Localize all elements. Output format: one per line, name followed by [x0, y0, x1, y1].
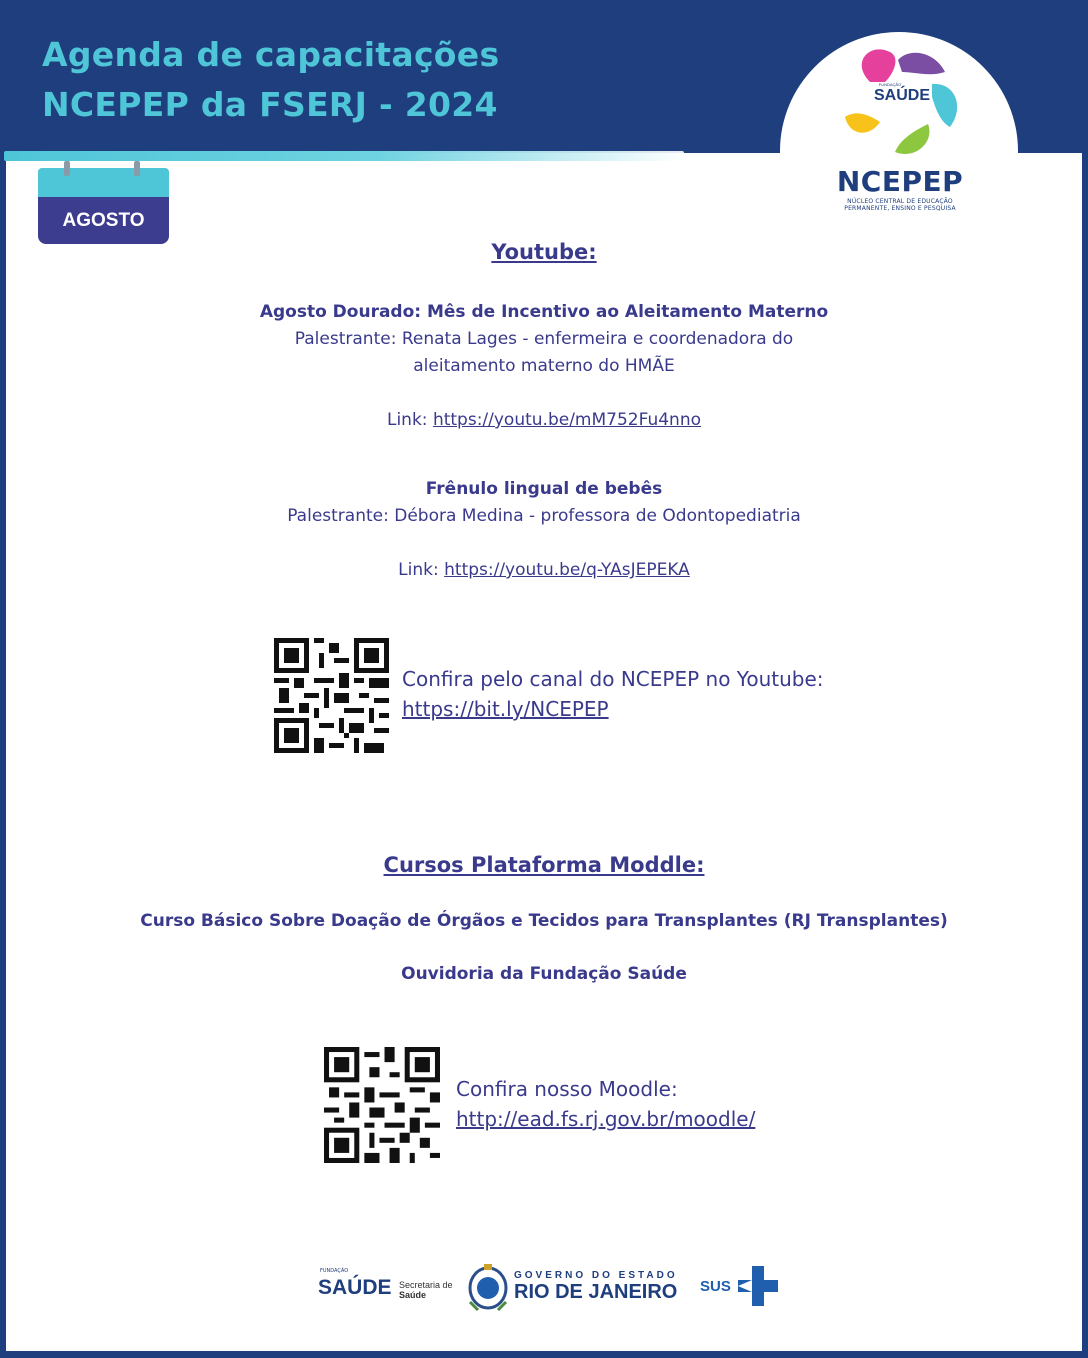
- header-title-line1: Agenda de capacitações: [42, 35, 500, 74]
- talk1-link-row: [0, 407, 1088, 434]
- youtube-channel-link[interactable]: https://bit.ly/NCEPEP: [402, 697, 609, 721]
- moodle-heading: Cursos Plataforma Moddle:: [383, 853, 705, 877]
- calendar-badge: [38, 168, 169, 244]
- talk1-title: Agosto Dourado: Mês de Incentivo ao Aleitamento Materno: [259, 302, 829, 322]
- talk2-link-label: Link:: [398, 560, 445, 580]
- footer-governo-do-estado: GOVERNO DO ESTADO: [514, 1270, 678, 1281]
- logo-subtitle-line1: NÚCLEO CENTRAL DE EDUCAÇÃO: [847, 198, 953, 205]
- talk1-link[interactable]: https://youtu.be/mM752Fu4nno: [432, 410, 701, 430]
- footer-fundacao-text: FUNDAÇÃO: [320, 1268, 349, 1274]
- moodle-qr-caption: [456, 1074, 755, 1134]
- calendar-ring-right: [134, 161, 140, 176]
- talk2-link-row: [0, 557, 1088, 584]
- youtube-heading: Youtube:: [491, 240, 597, 264]
- youtube-qr-caption: [402, 664, 824, 724]
- calendar-month: AGOSTO: [38, 197, 169, 244]
- header-title-line2: NCEPEP da FSERJ - 2024: [42, 85, 498, 124]
- talk1-speaker-line1: Palestrante: Renata Lages - enfermeira e coordenadora do: [294, 329, 794, 349]
- calendar-top: [38, 168, 169, 197]
- footer-secretaria: [399, 1280, 453, 1300]
- moodle-qr-text: Confira nosso Moodle:: [456, 1077, 678, 1101]
- moodle-link[interactable]: http://ead.fs.rj.gov.br/moodle/: [456, 1107, 756, 1131]
- youtube-qr-code[interactable]: [274, 638, 389, 753]
- talk1-link-label: Link:: [386, 410, 433, 430]
- moodle-course-organ-donation: Curso Básico Sobre Doação de Órgãos e Tecidos para Transplantes (RJ Transplantes): [140, 911, 948, 931]
- sus-cross-icon: [738, 1266, 778, 1306]
- footer-secretaria-line2: Saúde: [399, 1290, 427, 1300]
- accent-gradient-bar: [4, 151, 684, 161]
- header-title: [42, 30, 499, 130]
- talk2-title: Frênulo lingual de bebês: [425, 479, 663, 499]
- moodle-qr-code[interactable]: [324, 1047, 440, 1163]
- rio-de-janeiro-coat-of-arms-icon: [466, 1262, 510, 1312]
- footer-secretaria-line1: Secretaria de: [399, 1280, 453, 1290]
- fundacao-saude-flower-icon: [840, 42, 962, 164]
- talk2-link[interactable]: https://youtu.be/q-YAsJEPEKA: [444, 560, 690, 580]
- logo-brand: SAÚDE: [873, 87, 931, 104]
- talk2-speaker-line1: Palestrante: Débora Medina - professora de Odontopediatria: [287, 506, 801, 526]
- calendar-ring-left: [64, 161, 70, 176]
- logo-brand-small: FUNDAÇÃO: [878, 82, 902, 87]
- moodle-course-ouvidoria: Ouvidoria da Fundação Saúde: [401, 964, 687, 984]
- logo-ncepep: NCEPEP: [836, 165, 964, 198]
- talk1-speaker-line2: aleitamento materno do HMÃE: [413, 356, 675, 376]
- logo-subtitle: [822, 198, 978, 212]
- footer-rio-de-janeiro: RIO DE JANEIRO: [514, 1281, 678, 1303]
- footer-sus-logo: SUS: [700, 1278, 731, 1295]
- youtube-qr-text: Confira pelo canal do NCEPEP no Youtube:: [402, 667, 824, 691]
- footer-saude-logo: SAÚDE: [318, 1276, 392, 1299]
- logo-subtitle-line2: PERMANENTE, ENSINO E PESQUISA: [844, 205, 956, 212]
